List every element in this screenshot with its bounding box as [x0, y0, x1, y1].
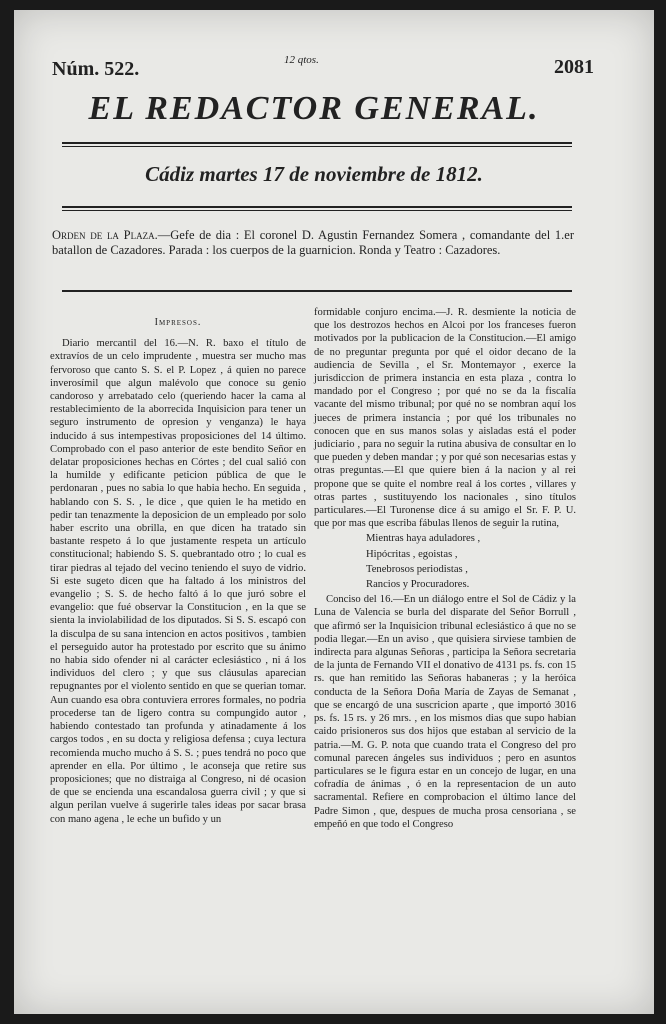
- issue-number: Núm. 522.: [52, 58, 140, 80]
- dateline-rule: [62, 206, 572, 211]
- right-column: [314, 306, 576, 833]
- title-rule: [62, 142, 572, 147]
- orden-text: —Gefe de dia : El coronel D. Agustin Fernandez Somera , comandante del 1.er batallon de Cazadores. Parada : los cuerpos de la guarnicion. Ronda y Teatro : Cazadores.: [52, 228, 575, 257]
- orden-heading: Orden de la Plaza.: [52, 228, 158, 242]
- issue-price: 12 qtos.: [284, 54, 319, 66]
- page-number: 2081: [554, 56, 594, 78]
- impresos-heading: Impresos.: [154, 317, 202, 328]
- verse-line: Mientras haya aduladores ,: [366, 533, 481, 545]
- conciso-article: Conciso del 16.—En un diálogo entre el Sol de Cádiz y la Luna de Valencia se burla del disparate del Señor Borrull , que afirmó ser la Inquisicion tribunal eclesiástico á que no se podia llegar.—En un aviso , que quisiera sirviese tambien de indirecta para algunas Señoras , participa la Señora secretaria de la junta de Fernando VII el donativo de 4131 ps. fs. con 15 rs. que han remitido las Señoras habaneras ; y la heróica conducta de la Señora Doña María de Zayas de Semanat , que se encargó de una suscricion aparte , que importó 3016 ps. fs. 15 rs. y 26 mrs. , en los mismos dias que supo habian caido prisioneros sus dos hijos que estaban al servicio de la patria.—M. G. P. nota que cuando trata el Congreso del pro comunal parecen ángeles sus individuos ; pero en asuntos particulares se le figura estar en un concejo de lugar, en una cofradía de ánimas , ó en la representacion de un auto sacramental. Refiere en comprobacion el último lance del Padre Simon , que, despues de mucha prosa censoriana , se empeñó en que todo el Congreso: [314, 594, 576, 830]
- orden-de-la-plaza: [52, 228, 574, 258]
- article-continuation: formidable conjuro encima.—J. R. desmiente la noticia de que los destrozos hechos en Alcoi por los franceses fueron motivados por la publicacion de la Constitucion.—El amigo de no preguntar pregunta por qué el oidor decano de la audiencia de Sevilla , el Sr. Montemayor , exerce la jurisdiccion de primera instancia en esta plaza , contra lo mandado por el Congreso ; por qué no se da la fiscalía vacante del mismo tribunal; por qué no se nombran aquí los jueces de primera instancia ; por qué los tribunales no conocen que en sus manos solas y aisladas está el poder judiciario , para no seguir la rutina abusiva de consultar en lo que pueden y deben mandar ; y por qué son necesarias estas y otras preguntas.—El que quiere bien á la nacion y al rei propone que se quite el nombre real á los cortes , villares y otras partes , sustituyendo los nacionales , sino títulos particulares.—El Turonense dice á su amigo el Sr. F. P. U. que por mas que escriba fábulas llenos de seguir la rutina,: [314, 307, 576, 530]
- newspaper-title: EL REDACTOR GENERAL.: [88, 90, 540, 127]
- diario-mercantil-article: Diario mercantil del 16.—N. R. baxo el título de extravíos de un celo imprudente , muestra ser mucho mas fervoroso que canto S. S. el P. Lopez , á quien no parece inverosímil que algun malévolo que conoce su genio candoroso y arrebatado celo (queriendo hacer la cama al restablecimiento de la aborrecida Inquisicion para tener un seguro instrumento de opresion y venganza) le haya inducido á sus intempestivas proposiciones del 14 último. Comprobado con el paso anterior de este bendito Señor en delatar proposiciones hechas en Córtes ; del cual salió con la humilde y edificante peticion pública de que le perdonaran , pues no sabia lo que habia hecho. En seguida , hablando con S. S. , le dice , que quien le ha metido en pedir tan tenazmente la deposicion de un empleado por solo haber escrito una obrilla, en que dicen ha tratado sin bastante respeto á lo que justamente respeta un artículo constitucional; habiendo S. S. quebrantado otro ; lo cual es tirar piedras al tejado del vecino teniendo el suyo de vidrio. Si este sugeto dicen que ha faltado á los ministros del evangelio ; S. S. de hecho faltó á lo que juró sobre el evangelio: que fué observar la Constitucion , en la que se sienta la inviolabilidad de los diputados. Si S. S. escapó con la disculpa de su sana intencion en actos positivos , tambien el perseguido autor ha protestado por escrito que su ánimo no habia sido ofender ni al carácter eclesiástico , ni á los individuos del clero ; y que sus cláusulas aparecian repugnantes por el violento sentido en que se querian tomar. Aun cuando esa obra contuviera errores formales, no podria procederse tan de ligero contra su compungido autor , habiendo contestado tan profunda y atinadamente á los cargos todos , en su docta y religiosa defensa ; cuya lectura recomienda mucho mucho á S. S. ; pues tendrá no poco que aprender en ella. Por último , le aconseja que retire sus proposiciones; que no distraiga al Congreso, ni dé ocasion de que se encienda una escandalosa guerra civil ; y que si algun perilan vuelve á sugerirle tales ideas por sacar brasa con mano agena , le eche un bufido y un: [50, 338, 306, 825]
- verse-line: Hipócritas , egoistas ,: [366, 548, 458, 560]
- left-column: [50, 306, 306, 828]
- dateline: Cádiz martes 17 de noviembre de 1812.: [145, 162, 483, 186]
- newspaper-page: [14, 10, 654, 1014]
- verse-line: Tenebrosos periodistas ,: [366, 563, 468, 575]
- orden-rule: [62, 290, 572, 292]
- verse-line: Rancios y Procuradores.: [366, 579, 470, 591]
